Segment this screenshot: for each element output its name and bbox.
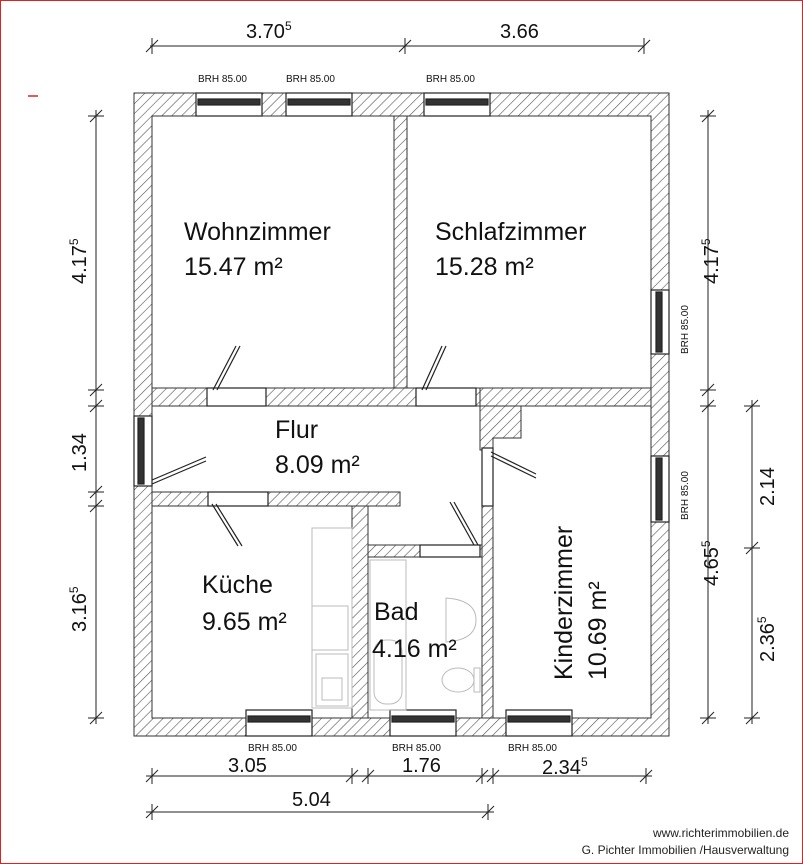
door-kueche: [208, 492, 268, 546]
dim-left-middle: 1.34: [69, 433, 91, 472]
brh-label: BRH 85.00: [426, 74, 475, 85]
door-kinderzimmer: [482, 448, 536, 506]
door-bad: [420, 502, 480, 557]
room-area-kinderzimmer: 10.69 m²: [584, 581, 612, 680]
wall-flur-kueche: [152, 492, 400, 506]
room-area-schlafzimmer: 15.28 m²: [435, 253, 534, 281]
dim-right-lower: 4.65$^5$: [699, 540, 723, 586]
dim-right-upper: 4.17$^5$: [699, 238, 723, 284]
window-top-1: [196, 93, 262, 116]
window-left-flur: [134, 416, 152, 486]
room-name-flur: Flur: [275, 416, 319, 444]
footer-website: www.richterimmobilien.de: [652, 826, 789, 840]
window-top-2: [286, 93, 352, 116]
kitchen-counter: [312, 528, 352, 708]
wall-wohn-schlaf: [394, 116, 407, 388]
footer-company: G. Pichter Immobilien /Hausverwaltung: [581, 843, 789, 857]
door-wohnzimmer: [207, 346, 266, 406]
wall-kueche-bad: [352, 506, 368, 718]
room-area-flur: 8.09 m²: [275, 451, 360, 479]
dim-left-lower: 3.16$^5$: [67, 586, 91, 632]
room-area-wohnzimmer: 15.47 m²: [184, 253, 283, 281]
dim-top-right: 3.66: [500, 21, 539, 43]
brh-label: BRH 85.00: [680, 471, 691, 520]
room-name-schlafzimmer: Schlafzimmer: [435, 218, 587, 246]
dim-far-right-lower: 2.36$^5$: [755, 616, 779, 662]
wall-flur-kinder-corner: [480, 388, 651, 406]
brh-label: BRH 85.00: [286, 74, 335, 85]
room-area-kueche: 9.65 m²: [202, 608, 287, 636]
window-right-1: [651, 290, 669, 354]
wall-kinder-notch: [480, 406, 521, 450]
window-bottom-2: [390, 710, 456, 736]
brh-label: BRH 85.00: [508, 743, 557, 754]
dimension-labels: [67, 19, 779, 811]
brh-label: BRH 85.00: [198, 74, 247, 85]
room-name-kueche: Küche: [202, 571, 273, 599]
window-right-2: [651, 456, 669, 522]
dim-far-right-upper: 2.14: [757, 467, 779, 506]
toilet: [442, 668, 480, 692]
dim-bottom-total: 5.04: [292, 789, 331, 811]
dim-top-left: 3.70$^5$: [246, 19, 292, 43]
window-bottom-3: [506, 710, 572, 736]
door-schlafzimmer: [416, 346, 476, 406]
brh-label: BRH 85.00: [680, 305, 691, 354]
dim-bottom-middle: 1.76: [402, 755, 441, 777]
door-flur-entry: [152, 457, 206, 484]
window-top-3: [424, 93, 490, 116]
room-name-wohnzimmer: Wohnzimmer: [184, 218, 331, 246]
room-name-bad: Bad: [374, 598, 419, 626]
dim-left-upper: 4.17$^5$: [67, 238, 91, 284]
dim-bottom-right: 2.34$^5$: [542, 755, 588, 779]
dim-bottom-left: 3.05: [228, 755, 267, 777]
room-name-kinderzimmer: Kinderzimmer: [550, 525, 578, 680]
room-area-bad: 4.16 m²: [372, 635, 457, 663]
brh-label: BRH 85.00: [248, 743, 297, 754]
window-bottom-1: [246, 710, 312, 736]
brh-label: BRH 85.00: [392, 743, 441, 754]
